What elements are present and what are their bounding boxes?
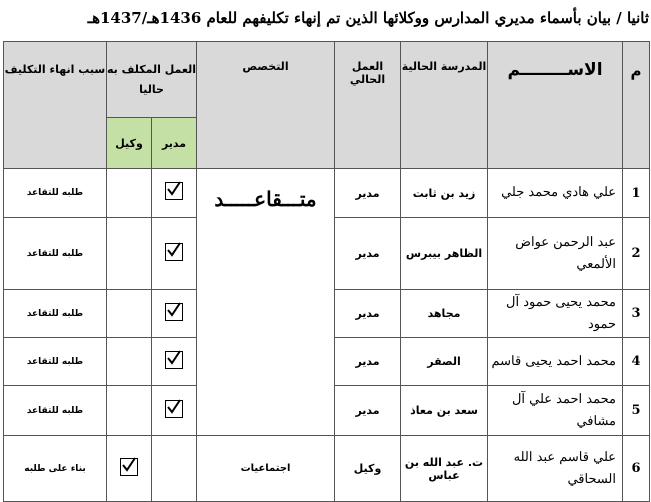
school-name: مجاهد <box>401 290 488 338</box>
termination-reason: طلبه للتقاعد <box>4 218 107 290</box>
current-job: مدير <box>335 290 401 338</box>
header-reason: سبب انهاء التكليف <box>4 42 107 169</box>
checked-checkbox-icon <box>165 303 183 321</box>
row-number: 2 <box>623 218 650 290</box>
current-job: مدير <box>335 338 401 386</box>
header-deputy: وكيل <box>107 118 152 169</box>
checked-checkbox-icon <box>165 400 183 418</box>
header-m: م <box>623 42 650 169</box>
principal-name: علي هادي محمد جلي <box>488 169 623 218</box>
checked-checkbox-icon <box>165 351 183 369</box>
current-job: مدير <box>335 386 401 436</box>
termination-reason: طلبه للتقاعد <box>4 169 107 218</box>
manager-cell <box>152 436 197 502</box>
principal-name: محمد احمد علي آل مشافي <box>488 386 623 436</box>
deputy-cell <box>107 436 152 502</box>
document-title: ثانيا / بيان بأسماء مديري المدارس ووكلائها الذين تم إنهاء تكليفهم للعام 1436هـ/1437هـ <box>87 9 649 27</box>
principal-name: محمد احمد يحيى قاسم <box>488 338 623 386</box>
school-name: الظاهر بيبرس <box>401 218 488 290</box>
specialty: اجتماعيات <box>197 436 335 502</box>
header-specialty: التخصص <box>197 42 335 169</box>
school-name: سعد بن معاذ <box>401 386 488 436</box>
current-job: وكيل <box>335 436 401 502</box>
deputy-cell <box>107 290 152 338</box>
termination-reason: طلبه للتقاعد <box>4 338 107 386</box>
principal-name: محمد يحيى حمود آل حمود <box>488 290 623 338</box>
checked-checkbox-icon <box>165 182 183 200</box>
manager-cell <box>152 218 197 290</box>
termination-reason: طلبه للتقاعد <box>4 386 107 436</box>
principals-table <box>3 41 650 502</box>
deputy-cell <box>107 169 152 218</box>
table-row <box>4 169 650 218</box>
termination-reason: طلبه للتقاعد <box>4 290 107 338</box>
row-number: 6 <box>623 436 650 502</box>
manager-cell <box>152 386 197 436</box>
school-name: الصقر <box>401 338 488 386</box>
checked-checkbox-icon <box>120 458 138 476</box>
header-assigned-work: العمل المكلف به حاليا <box>107 42 197 118</box>
header-current-job: العمل الحالي <box>335 42 401 169</box>
manager-cell <box>152 290 197 338</box>
deputy-cell <box>107 218 152 290</box>
current-job: مدير <box>335 218 401 290</box>
school-name: زيد بن ثابت <box>401 169 488 218</box>
principal-name: عبد الرحمن عواض الألمعي <box>488 218 623 290</box>
deputy-cell <box>107 338 152 386</box>
header-school: المدرسة الحالية <box>401 42 488 169</box>
row-number: 3 <box>623 290 650 338</box>
table-row <box>4 436 650 502</box>
principal-name: علي قاسم عبد الله السحاقي <box>488 436 623 502</box>
row-number: 5 <box>623 386 650 436</box>
checked-checkbox-icon <box>165 243 183 261</box>
manager-cell <box>152 169 197 218</box>
row-number: 1 <box>623 169 650 218</box>
school-name: ت. عبد الله بن عباس <box>401 436 488 502</box>
header-name: الاســــــــم <box>488 42 623 169</box>
deputy-cell <box>107 386 152 436</box>
header-manager: مدير <box>152 118 197 169</box>
manager-cell <box>152 338 197 386</box>
current-job: مدير <box>335 169 401 218</box>
specialty-retired: متـــقاعـــــد <box>197 169 335 436</box>
row-number: 4 <box>623 338 650 386</box>
termination-reason: بناء على طلبه <box>4 436 107 502</box>
